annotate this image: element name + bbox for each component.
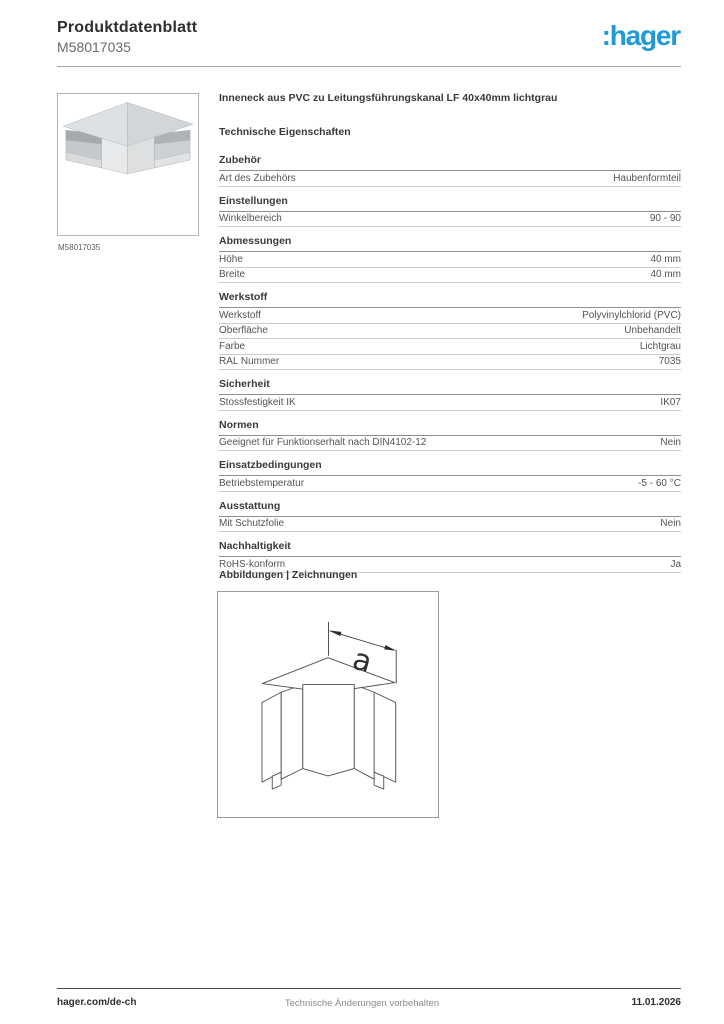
- spec-section: [219, 500, 681, 533]
- footer-notice: Technische Änderungen vorbehalten: [284, 998, 440, 1009]
- spec-row: [219, 212, 681, 228]
- spec-value: Polyvinylchlorid (PVC): [582, 309, 681, 321]
- spec-section: [219, 459, 681, 492]
- spec-label: Winkelbereich: [219, 213, 282, 224]
- section-rows: [219, 476, 681, 492]
- spec-section: [219, 195, 681, 228]
- section-rows: [219, 171, 681, 187]
- spec-label: Geeignet für Funktionserhalt nach DIN4102-12: [219, 437, 427, 448]
- dimension-label: a: [348, 641, 376, 681]
- spec-value: 90 - 90: [649, 213, 681, 224]
- tech-properties-heading: Technische Eigenschaften: [219, 126, 351, 138]
- spec-row: [219, 339, 681, 355]
- section-rows: [219, 308, 681, 370]
- spec-value: Nein: [660, 518, 681, 529]
- spec-row: [219, 395, 681, 411]
- section-heading: Normen: [219, 419, 681, 436]
- spec-label: Breite: [219, 269, 246, 280]
- spec-label: RoHS-konform: [219, 558, 286, 570]
- hager-logo: :hager: [601, 20, 680, 51]
- product-title: Inneneck aus PVC zu Leitungsführungskanal LF 40x40mm lichtgrau: [219, 92, 558, 104]
- spec-row: [219, 171, 681, 187]
- section-heading: Zubehör: [219, 154, 681, 171]
- footer-date: 11.01.2026: [631, 997, 681, 1008]
- spec-label: Werkstoff: [219, 309, 261, 321]
- spec-value: 7035: [658, 356, 681, 367]
- spec-value: Lichtgrau: [639, 340, 681, 352]
- spec-label: Mit Schutzfolie: [219, 518, 285, 529]
- section-rows: [219, 517, 681, 533]
- spec-section: [219, 419, 681, 452]
- spec-label: Betriebstemperatur: [219, 477, 305, 489]
- page-title: Produktdatenblatt: [57, 19, 198, 36]
- spec-label: RAL Nummer: [219, 356, 280, 367]
- spec-label: Oberfläche: [219, 325, 268, 336]
- section-rows: [219, 436, 681, 452]
- spec-value: Haubenformteil: [613, 172, 681, 184]
- spec-row: [219, 436, 681, 452]
- section-heading: Einsatzbedingungen: [219, 459, 681, 476]
- spec-value: -5 - 60 °C: [638, 477, 681, 489]
- product-photo: [57, 93, 199, 236]
- header-divider: [57, 66, 681, 67]
- technical-drawing: [217, 591, 439, 818]
- spec-label: Art des Zubehörs: [219, 172, 296, 184]
- spec-section: [219, 378, 681, 411]
- spec-value: 40 mm: [650, 269, 681, 280]
- spec-row: [219, 252, 681, 268]
- spec-value: 40 mm: [650, 253, 681, 265]
- spec-row: [219, 517, 681, 533]
- spec-label: Höhe: [219, 253, 243, 265]
- spec-section: [219, 235, 681, 283]
- section-rows: [219, 395, 681, 411]
- spec-value: Ja: [670, 558, 681, 570]
- spec-section: [219, 291, 681, 370]
- footer-website: hager.com/de-ch: [57, 997, 137, 1008]
- spec-value: Nein: [660, 437, 681, 448]
- spec-section: [219, 540, 681, 573]
- spec-section: [219, 154, 681, 187]
- photo-caption: M58017035: [58, 243, 101, 252]
- spec-value: IK07: [660, 396, 681, 408]
- section-heading: Ausstattung: [219, 500, 681, 517]
- spec-row: [219, 324, 681, 340]
- spec-value: Unbehandelt: [624, 325, 681, 336]
- corner-piece-drawing: [218, 592, 438, 817]
- spec-column: [219, 92, 681, 581]
- spec-row: [219, 355, 681, 371]
- drawings-heading: Abbildungen | Zeichnungen: [219, 569, 358, 581]
- spec-row: [219, 268, 681, 284]
- spec-row: [219, 308, 681, 324]
- spec-row: [219, 476, 681, 492]
- section-heading: Werkstoff: [219, 291, 681, 308]
- article-number: M58017035: [57, 39, 131, 55]
- section-heading: Abmessungen: [219, 235, 681, 252]
- section-heading: Einstellungen: [219, 195, 681, 212]
- section-rows: [219, 212, 681, 228]
- section-heading: Sicherheit: [219, 378, 681, 395]
- section-rows: [219, 252, 681, 283]
- footer-divider: [57, 988, 681, 989]
- spec-label: Stossfestigkeit IK: [219, 396, 296, 408]
- product-photo-render: [58, 94, 198, 235]
- section-heading: Nachhaltigkeit: [219, 540, 681, 557]
- spec-sections: [219, 154, 681, 573]
- spec-label: Farbe: [219, 340, 246, 352]
